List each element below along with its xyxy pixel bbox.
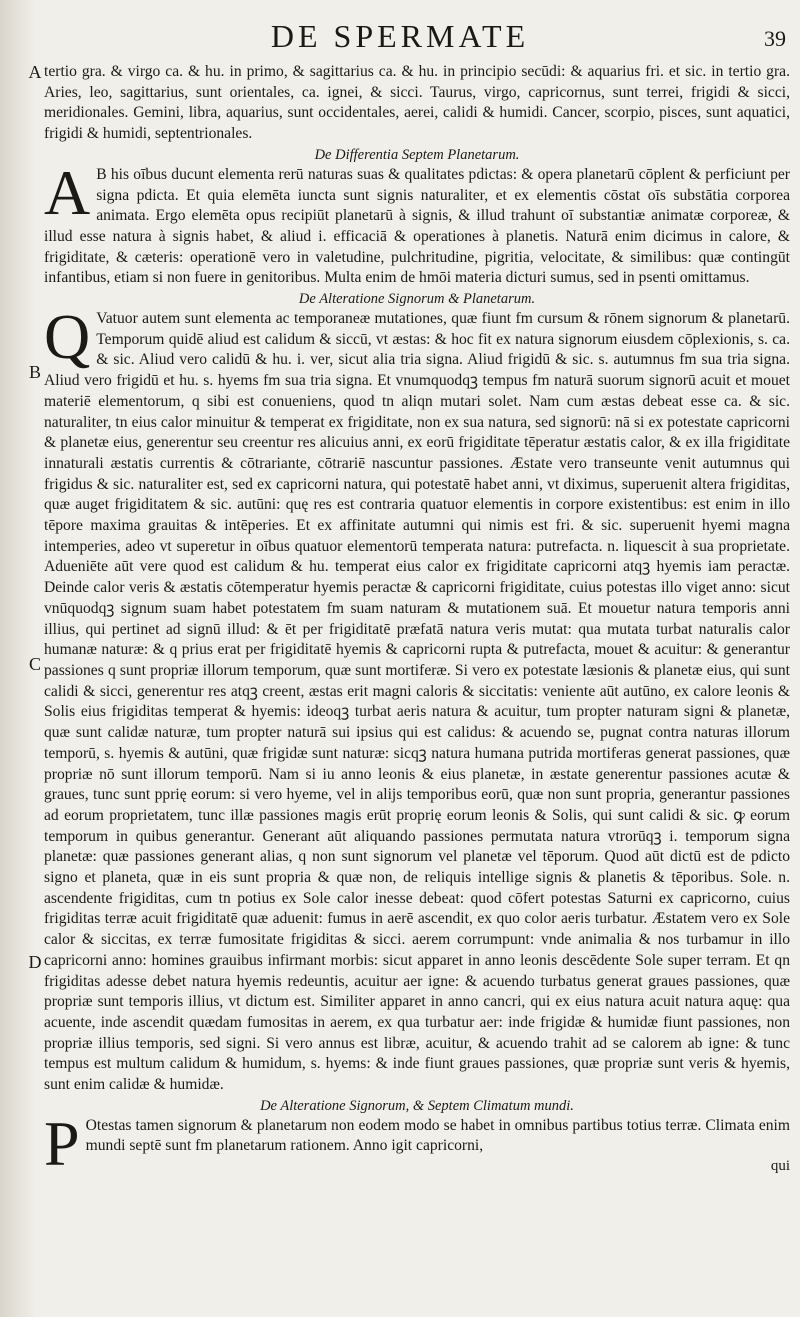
paragraph-zodiac-qualities: tertio gra. & virgo ca. & hu. in primo, & sagittarius ca. & hu. in principio secūdi: & aquarius fri. et sic. in tertio gra. Aries, leo, sagittarius, sunt orientales, ca. ignei, & sicci. Taurus, virgo, capricornus, sunt terrei, frigidi & sicci, meridionales. Gemini, libra, aquarius, sunt occidentales, aerei, calidi & humidi. Cancer, scorpio, pisces, sunt aquatici, frigidi & humidi, septentrionales.	[44, 63, 790, 143]
paragraph-sign-alteration	[44, 301, 790, 1096]
paragraph-planet-differences	[44, 156, 790, 289]
page-header	[0, 12, 800, 56]
page-body	[28, 62, 790, 1179]
drop-cap-p: P	[44, 1107, 80, 1179]
margin-letter-d: D	[28, 952, 42, 972]
section-heading-planet-differences: De Differentia Septem Planetarum.	[314, 146, 520, 163]
page-number: 39	[764, 26, 786, 51]
drop-cap-q: Q	[44, 301, 91, 373]
section-heading-sign-alteration: De Alteratione Signorum & Planetarum.	[298, 291, 536, 308]
margin-letter-c: C	[28, 654, 41, 674]
paragraph-text: Vatuor autem sunt elementa ac temporaneæ mutationes, quæ fiunt fm cursum & rōnem signorum & planetarū. Temporum quidē aliud est calidum & siccū, vt æstas: & hoc fit ex natura signorum eiusdem cōplexionis, s. ca. & sic. Aliud vero calidū & hu. i. ver, sicut alia tria signa. Aliud frigidū & sic. s. autumnus fm sua tria signa. Aliud vero frigidū et hu. s. hyems fm sua tria signa. Et vnumquodqꝫ tempus fm naturā suorum signorū acuit et mouet materiē elementorum, q sibi est conueniens, quod tn aliqn mutari solet. Nam cum æstas debeat esse ca. & sic. naturaliter, tn eius calor minuitur & temperat ex frigiditate, non ex sua natura, sed signorū: nā si ex potestate capricorni & planetæ eius, generentur seu creentur res alicuius anni, ex eorū frigiditate tēperatur æstatis calor, & ex illa frigiditate innaturali æstatis currentis & cōtrariante, cōtrariē nascuntur passiones. Æstate vero transeunte venit autumnus qui frigidus & sic. naturaliter est, sed ex capricorni natura, qui potestatē habet anni, vt diximus, superuenit altera frigiditas, quæ auget frigiditatem & sic. autūni: quę res est contraria quatuor elementis in corpore existentibus: est enim in illo tēpore maxima grauitas & intēperies. Et ex affinitate autumni qui nimis est fri. & sic. superuenit hyemi magna intemperies, adeo vt superetur in oībus quatuor elementorū temperata natura: putrefacta. n. liquescit à sua proprietate. Adueniēte aūt vere quod est calidum & hu. temperat eius calor ex frigiditate capricorni atqꝫ hyemis iam peractæ. Deinde calor veris & æstatis cōtemperatur hyemis peractæ & capricorni frigiditate, cuius potestas illo viget anno: sicut vnūquodqꝫ signum suam habet potestatem fm suam naturam & mutationem suā. Et mouetur natura temporis anni illius, qui pertinet ad signū illud: & ēt per frigiditatē præfatā natura veris mutat: qua mutata turbat naturalis calor humanæ naturæ: & q prius erat per frigiditatē hyemis & capricorni rupta & putrefacta, mouet & acuitur: & generantur passiones q sunt propriæ illorum temporum, quæ sunt mortiferæ. Si vero ex potestate læsionis & planetæ eius, qui sunt calidi & sicci, generentur res atqꝫ creent, æstas erit magni caloris & siccitatis: veniente aūt autūno, ex calore leonis & Solis eius frigiditas temperat & hyemis: ideoqꝫ turbat aeris natura & acuitur, tum propter naturam signi & planetæ, quæ sunt calidæ naturæ, tum propter naturā sui ipsius qui est calidus: & acuendo se, pugnat contra naturas illorum temporū, s. hyemis & autūni, quæ frigidæ sunt naturæ: sicqꝫ natura humana putrida mortiferas generat passiones, quæ propriæ nō sunt illorum temporū. Nam si iu anno leonis & eius planetæ, in æstate generentur passiones acutæ & graues, tunc sunt pprię eorum: si vero hyeme, vel in alijs temporibus eorū, quæ non sunt propria, generantur passiones ad eorum proprietatem, tunc illæ passiones magis erūt proprię eorum leonis & Solis, qui sunt calidi & sic. ꝙ eorum temporum in quibus generantur. Generant aūt aliquando passiones permutata natura vtrorūqꝫ i. temporum signa planetæ: quæ passiones generant alias, q non sunt signorum vel planetæ vel tēporum. Quod aūt dictū est de pdicto signo et planeta, quæ in eis sunt propria & quæ non, de reliquis intellige signis & planetis & tēporibus. Sole. n. ascendente frigiditas, cum tn potius ex Sole calor inesse debeat: quod cōfert potestas Saturni ex capricorno, cuius frigiditas terræ acuit frigiditatē quæ aduenit: fumus in aerē ascendit, ex quo color aeris turbatur. Æstatem vero ex Sole calor & siccitas, ex terræ fumositate frigiditas & sicci. aerem corrumpunt: vnde animalia & nos turbamur in illo capricorni anno: homines grauibus infirmant morbis: sicut apparet in anno leonis descēdente Sole super terram. Et qn frigiditas adesse debet natura hyemis redeuntis, acuitur aer igne: & acuendo turbatus generat graues passiones, quæ propriæ sunt temporis illius, vt dictum est. Similiter apparet in anno cancri, qui ex eius natura acuit natura aquę: qua acuente, inde ascendit quædam fumositas in aerem, ex qua turbatur aer: inde frigidæ & humidæ fiunt passiones, non propriæ illius temporis, sed signi. Si vero annus est libræ, acuitur, & acuendo trahit ad se calorem ab igne: & tunc tempus est multum calidum & humidum, s. hyems: & inde fiunt graues passiones, quæ propriæ sunt veris & hyemis, sunt enim calidæ & humidæ.	[44, 310, 790, 1094]
margin-letter-a: A	[28, 62, 42, 82]
section-heading-climates: De Alteratione Signorum, & Septem Climatum mundi.	[260, 1097, 574, 1114]
running-title: DE SPERMATE	[270, 18, 530, 54]
drop-cap-a: A	[44, 156, 91, 228]
paragraph-text: B his oībus ducunt elementa rerū naturas suas & qualitates pdictas: & opera planetarū cōplent & perficiunt per signa pdicta. Et quia elemēta iuncta sunt signis naturaliter, et ex elementis cōstat oīs substātia corporea animata. Ergo elemēta opus recipiūt planetarū à signis, & illud trahunt oī substantiæ animatæ corporeæ, & illud esse natura à signis habet, & aliud i. efficaciā & operationes à planetis. Naturā enim dicimus in calore, & frigiditate, & cæteris: operationē vero in valetudine, pulchritudine, pigritia, velocitate, & similibus: quæ contingūt infantibus, etiam si non fuere in genitoribus. Multa enim de hmōi materia dicturi sumus, sed in psenti omittamus.	[44, 165, 790, 287]
catchword: qui	[770, 1158, 790, 1175]
paragraph-text: Otestas tamen signorum & planetarum non eodem modo se habet in omnibus partibus totius terræ. Climata enim mundi septē sunt fm planetarum rationem. Anno igit capricorni,	[85, 1116, 790, 1155]
margin-letter-b: B	[28, 362, 41, 382]
